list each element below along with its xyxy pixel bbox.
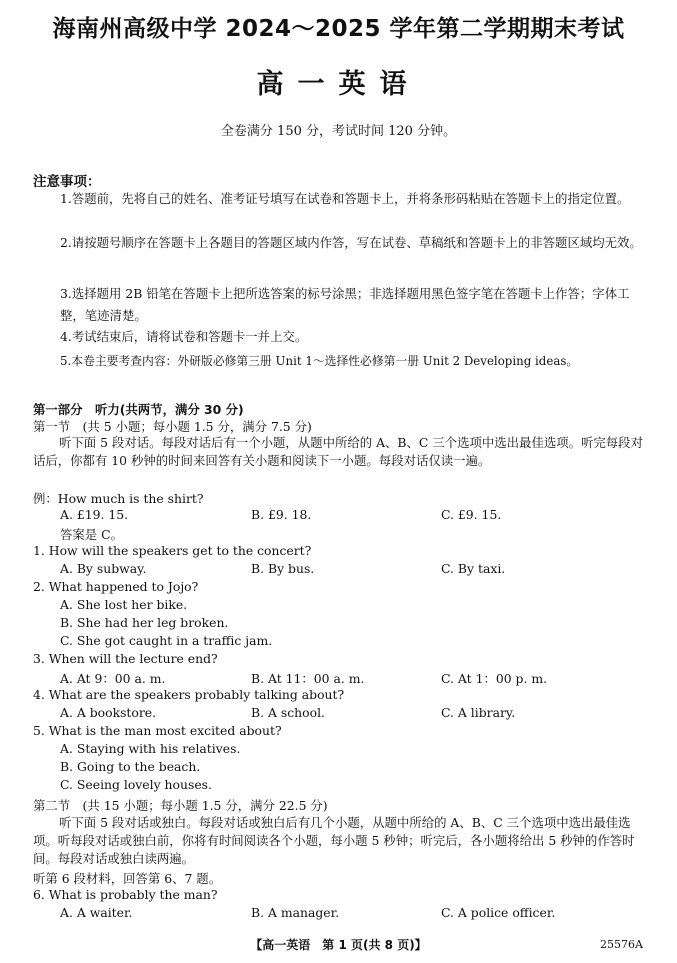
question-5: 5. What is the man most excited about?: [33, 723, 282, 738]
example-option-a: A. £19. 15.: [60, 507, 129, 522]
q3-option-b: B. At 11：00 a. m.: [251, 671, 365, 686]
part1-heading: 第一部分 听力(共两节，满分 30 分): [33, 402, 244, 417]
q2-option-c: C. She got caught in a traffic jam.: [60, 633, 273, 648]
question-1: 1. How will the speakers get to the concert?: [33, 543, 312, 558]
note-item-5: 5.本卷主要考查内容：外研版必修第三册 Unit 1～选择性必修第一册 Unit 2 Developing ideas。: [60, 354, 579, 368]
q6-option-c: C. A police officer.: [441, 905, 556, 920]
q4-option-a: A. A bookstore.: [60, 705, 157, 720]
example-answer: 答案是 C。: [60, 527, 123, 542]
q5-option-c: C. Seeing lovely houses.: [60, 777, 212, 792]
score-info: 全卷满分 150 分，考试时间 120 分钟。: [220, 124, 457, 139]
q4-option-c: C. A library.: [441, 705, 516, 720]
q3-option-a: A. At 9：00 a. m.: [60, 671, 166, 686]
q4-option-b: B. A school.: [251, 705, 325, 720]
section2-heading: 第二节 (共 15 小题；每小题 1.5 分，满分 22.5 分): [33, 798, 328, 813]
example-option-c: C. £9. 15.: [441, 507, 502, 522]
q5-option-a: A. Staying with his relatives.: [60, 741, 241, 756]
section1-instructions: 听下面 5 段对话。每段对话后有一个小题，从题中所给的 A、B、C 三个选项中选出最佳选项。听完每段对话后，你都有 10 秒钟的时间来回答有关小题和阅读下一小题。每段对话仅读一遍。: [33, 435, 643, 468]
section1-heading: 第一节 (共 5 小题；每小题 1.5 分，满分 7.5 分): [33, 419, 312, 434]
note-item-4: 4.考试结束后，请将试卷和答题卡一并上交。: [60, 329, 308, 344]
q1-option-a: A. By subway.: [60, 561, 147, 576]
exam-title: 海南州高级中学 2024～2025 学年第二学期期末考试: [52, 16, 625, 42]
exam-subject: 高一英语: [256, 69, 421, 100]
section2-instructions: 听下面 5 段对话或独白。每段对话或独白后有几个小题，从题中所给的 A、B、C 三个选项中选出最佳选项。听每段对话或独白前，你将有时间阅读各个小题，每小题 5 秒钟；听完后，各小题将给出 5 秒钟的作答时间。每段对话或独白读两遍。: [33, 815, 635, 866]
question-2: 2. What happened to Jojo?: [33, 579, 199, 594]
q1-option-b: B. By bus.: [251, 561, 315, 576]
material-6-instruction: 听第 6 段材料，回答第 6、7 题。: [33, 871, 222, 886]
q6-option-a: A. A waiter.: [60, 905, 133, 920]
page-footer: 【高一英语 第 1 页(共 8 页)】: [250, 938, 427, 952]
example-option-b: B. £9. 18.: [251, 507, 312, 522]
exam-code: 25576A: [600, 938, 643, 951]
question-6: 6. What is probably the man?: [33, 887, 218, 902]
q2-option-b: B. She had her leg broken.: [60, 615, 229, 630]
note-item-1: 1.答题前，先将自己的姓名、准考证号填写在试卷和答题卡上，并将条形码粘贴在答题卡上的指定位置。: [60, 191, 630, 206]
q2-option-a: A. She lost her bike.: [60, 597, 188, 612]
notes-heading: 注意事项：: [33, 174, 101, 190]
q1-option-c: C. By taxi.: [441, 561, 506, 576]
question-4: 4. What are the speakers probably talking about?: [33, 687, 345, 702]
note-item-2: 2.请按题号顺序在答题卡上各题目的答题区域内作答，写在试卷、草稿纸和答题卡上的非答题区域均无效。: [60, 235, 642, 250]
q5-option-b: B. Going to the beach.: [60, 759, 201, 774]
example-question: 例：How much is the shirt?: [33, 491, 204, 506]
q6-option-b: B. A manager.: [251, 905, 340, 920]
q3-option-c: C. At 1：00 p. m.: [441, 671, 548, 686]
question-3: 3. When will the lecture end?: [33, 651, 218, 666]
note-item-3: 3.选择题用 2B 铅笔在答题卡上把所选答案的标号涂黑；非选择题用黑色签字笔在答题卡上作答；字体工整，笔迹清楚。: [60, 286, 630, 323]
